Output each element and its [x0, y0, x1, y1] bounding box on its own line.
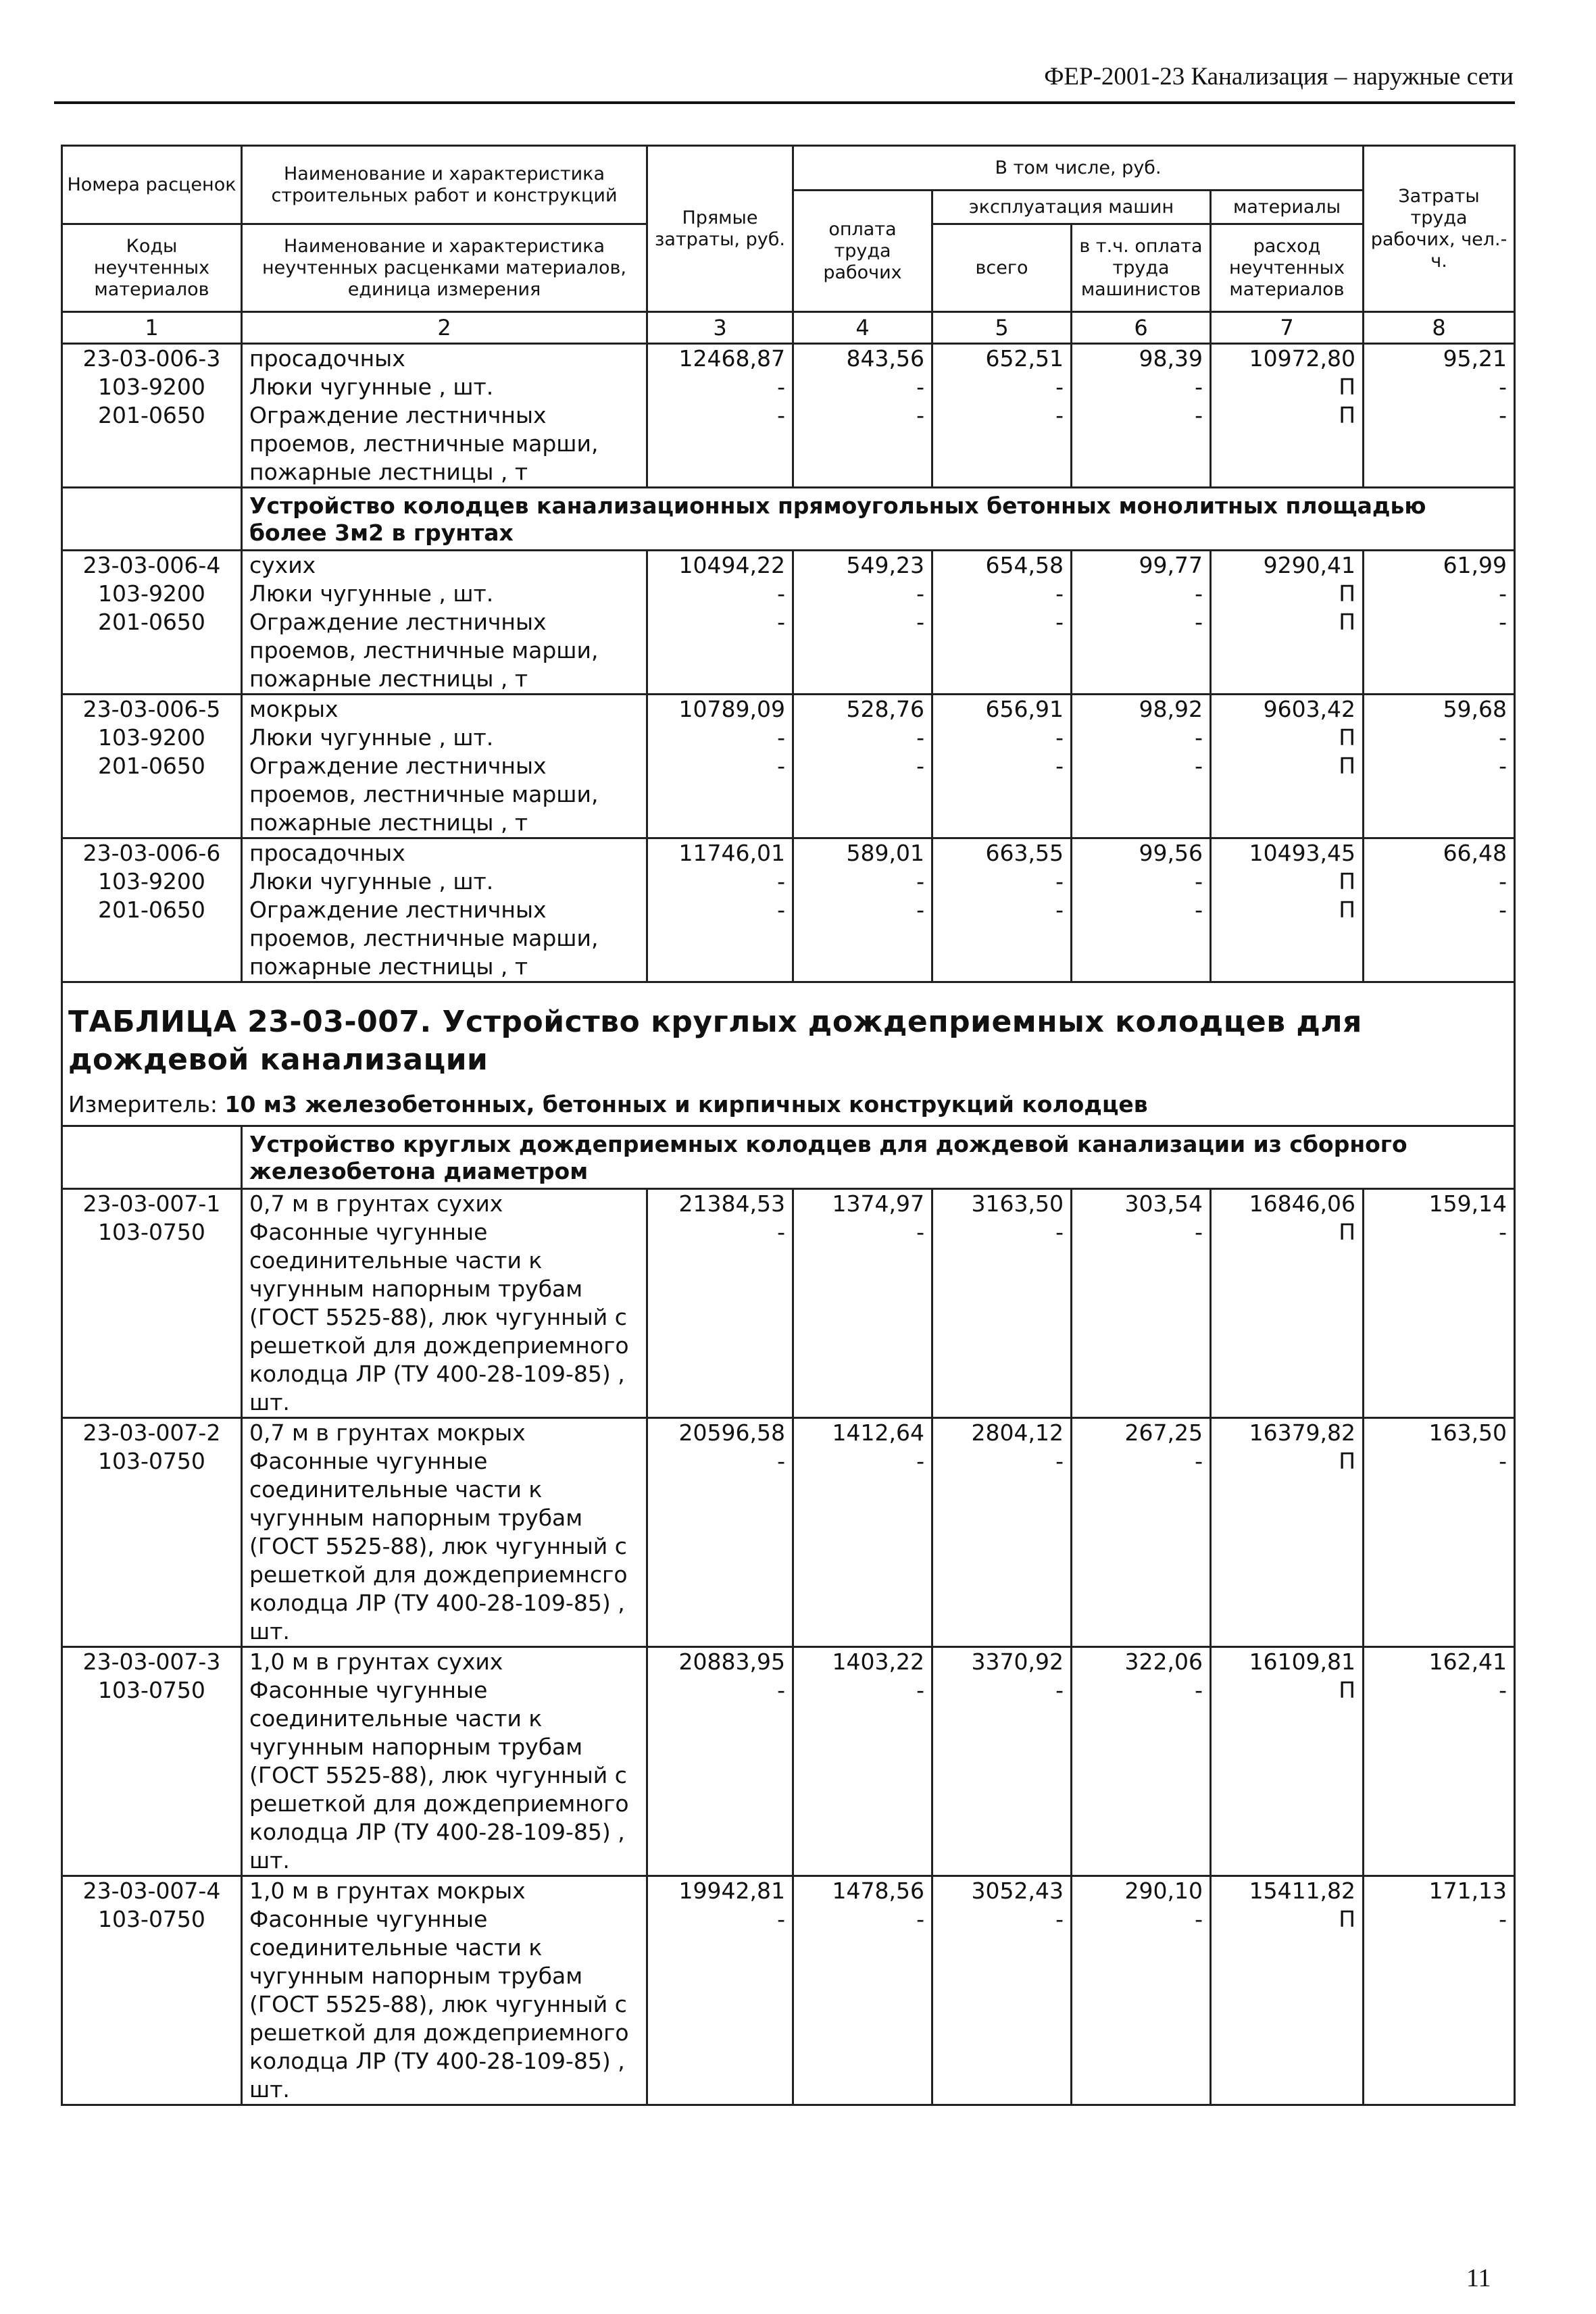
rate-name-cell: 1,0 м в грунтах мокрых: [242, 1876, 647, 1906]
material-rate-name-cell: Фасонные чугунные соединительные части к чугунным напорным трубам (ГОСТ 5525-88), люк чугунный с решеткой для дождеприемного колодца ЛР (ТУ 400-28-109-85) , шт.: [242, 1676, 647, 1876]
materials-cell: 9290,41: [1211, 551, 1364, 580]
materials-cell: 16109,81: [1211, 1647, 1364, 1677]
material-rate-name-cell: Фасонные чугунные соединительные части к чугунным напорным трубам (ГОСТ 5525-88), люк чугунный с решеткой для дождеприемнсго колодца ЛР (ТУ 400-28-109-85) , шт.: [242, 1447, 647, 1647]
worker-pay-cell: 1478,56: [793, 1876, 932, 1906]
material-rate-code-cell: 201-0650: [62, 896, 242, 982]
material-direct-costs-cell: -: [647, 896, 793, 982]
rate-name-cell: мокрых: [242, 695, 647, 724]
material-row: [62, 896, 1515, 982]
material-direct-costs-cell: -: [647, 608, 793, 695]
machines-total-cell: 656,91: [932, 695, 1072, 724]
labor-hours-cell: 163,50: [1364, 1418, 1515, 1448]
rate-name-cell: 1,0 м в грунтах сухих: [242, 1647, 647, 1677]
header-rule: [54, 101, 1515, 104]
worker-pay-cell: 549,23: [793, 551, 932, 580]
materials-cell: 10493,45: [1211, 838, 1364, 868]
material-direct-costs-cell: -: [647, 752, 793, 838]
material-rate-name-cell: Люки чугунные , шт.: [242, 373, 647, 401]
material-worker-pay-cell: -: [793, 401, 932, 488]
material-rate-name-cell: Ограждение лестничных проемов, лестничные марши, пожарные лестницы , т: [242, 896, 647, 982]
direct-costs-cell: 10494,22: [647, 551, 793, 580]
col-number-5: 5: [932, 312, 1072, 344]
rate-code-cell: 23-03-007-4: [62, 1876, 242, 1906]
material-machinist-pay-cell: -: [1072, 1218, 1211, 1418]
section-spacer: [62, 488, 242, 551]
direct-costs-cell: 12468,87: [647, 344, 793, 374]
material-row: [62, 1905, 1515, 2105]
col-number-8: 8: [1364, 312, 1515, 344]
section-spacer: [62, 1126, 242, 1189]
material-row: [62, 1676, 1515, 1876]
rate-row: [62, 344, 1515, 374]
machinist-pay-cell: 99,77: [1072, 551, 1211, 580]
materials-cell: 10972,80: [1211, 344, 1364, 374]
material-labor-hours-cell: -: [1364, 1676, 1515, 1876]
col-number-6: 6: [1072, 312, 1211, 344]
material-machines-total-cell: -: [932, 724, 1072, 752]
machines-total-cell: 652,51: [932, 344, 1072, 374]
material-rate-code-cell: 201-0650: [62, 752, 242, 838]
page-number: 11: [1466, 2264, 1491, 2292]
material-machines-total-cell: -: [932, 1676, 1072, 1876]
machinist-pay-cell: 303,54: [1072, 1189, 1211, 1219]
material-labor-hours-cell: -: [1364, 867, 1515, 896]
material-worker-pay-cell: -: [793, 724, 932, 752]
material-worker-pay-cell: -: [793, 867, 932, 896]
rate-row: [62, 1876, 1515, 1906]
machines-total-cell: 3052,43: [932, 1876, 1072, 1906]
header-including: В том числе, руб.: [793, 146, 1364, 191]
measure-line: [62, 1083, 1515, 1126]
rate-code-cell: 23-03-006-3: [62, 344, 242, 374]
material-rate-name-cell: Фасонные чугунные соединительные части к чугунным напорным трубам (ГОСТ 5525-88), люк чугунный с решеткой для дождеприемного колодца ЛР (ТУ 400-28-109-85) , шт.: [242, 1905, 647, 2105]
material-machines-total-cell: -: [932, 896, 1072, 982]
material-materials-cell: П: [1211, 608, 1364, 695]
materials-cell: 15411,82: [1211, 1876, 1364, 1906]
measure-value: 10 м3 железобетонных, бетонных и кирпичных конструкций колодцев: [224, 1091, 1148, 1117]
rate-code-cell: 23-03-007-1: [62, 1189, 242, 1219]
material-rate-name-cell: Ограждение лестничных проемов, лестничные марши, пожарные лестницы , т: [242, 608, 647, 695]
col-number-3: 3: [647, 312, 793, 344]
material-worker-pay-cell: -: [793, 580, 932, 608]
direct-costs-cell: 11746,01: [647, 838, 793, 868]
machines-total-cell: 654,58: [932, 551, 1072, 580]
rate-code-cell: 23-03-006-5: [62, 695, 242, 724]
material-machines-total-cell: -: [932, 401, 1072, 488]
header-material-name: Наименование и характеристика неучтенных расценками материалов, единица измерения: [242, 224, 647, 312]
material-labor-hours-cell: -: [1364, 724, 1515, 752]
material-materials-cell: П: [1211, 752, 1364, 838]
rate-name-cell: просадочных: [242, 344, 647, 374]
material-materials-cell: П: [1211, 580, 1364, 608]
rate-code-cell: 23-03-006-6: [62, 838, 242, 868]
material-rate-code-cell: 103-0750: [62, 1218, 242, 1418]
labor-hours-cell: 95,21: [1364, 344, 1515, 374]
rate-name-cell: 0,7 м в грунтах сухих: [242, 1189, 647, 1219]
col-number-2: 2: [242, 312, 647, 344]
header-worker-pay: оплата труда рабочих: [793, 191, 932, 312]
running-header: ФЕР-2001-23 Канализация – наружные сети: [1044, 63, 1514, 91]
table-title: ТАБЛИЦА 23-03-007. Устройство круглых дождеприемных колодцев для дождевой канализации: [62, 982, 1515, 1084]
material-machines-total-cell: -: [932, 1218, 1072, 1418]
material-row: [62, 1447, 1515, 1647]
material-rate-name-cell: Люки чугунные , шт.: [242, 724, 647, 752]
direct-costs-cell: 20883,95: [647, 1647, 793, 1677]
material-rate-code-cell: 103-0750: [62, 1905, 242, 2105]
labor-hours-cell: 159,14: [1364, 1189, 1515, 1219]
labor-hours-cell: 66,48: [1364, 838, 1515, 868]
header-machines: эксплуатация машин: [932, 191, 1211, 224]
material-row: [62, 373, 1515, 401]
material-direct-costs-cell: -: [647, 401, 793, 488]
machines-total-cell: 663,55: [932, 838, 1072, 868]
machinist-pay-cell: 99,56: [1072, 838, 1211, 868]
material-labor-hours-cell: -: [1364, 580, 1515, 608]
material-machinist-pay-cell: -: [1072, 401, 1211, 488]
material-row: [62, 724, 1515, 752]
material-worker-pay-cell: -: [793, 896, 932, 982]
materials-cell: 16846,06: [1211, 1189, 1364, 1219]
rate-row: [62, 695, 1515, 724]
material-rate-code-cell: 103-9200: [62, 724, 242, 752]
material-rate-name-cell: Фасонные чугунные соединительные части к чугунным напорным трубам (ГОСТ 5525-88), люк чугунный с решеткой для дождеприемного колодца ЛР (ТУ 400-28-109-85) , шт.: [242, 1218, 647, 1418]
labor-hours-cell: 162,41: [1364, 1647, 1515, 1677]
material-materials-cell: П: [1211, 1447, 1364, 1647]
material-machines-total-cell: -: [932, 1447, 1072, 1647]
header-material-codes: Коды неучтенных материалов: [62, 224, 242, 312]
material-rate-code-cell: 103-9200: [62, 867, 242, 896]
section-heading: Устройство колодцев канализационных прямоугольных бетонных монолитных площадью более 3м2 в грунтах: [242, 488, 1515, 551]
rate-code-cell: 23-03-007-2: [62, 1418, 242, 1448]
machinist-pay-cell: 98,39: [1072, 344, 1211, 374]
machinist-pay-cell: 322,06: [1072, 1647, 1211, 1677]
material-row: [62, 580, 1515, 608]
material-machinist-pay-cell: -: [1072, 608, 1211, 695]
material-machines-total-cell: -: [932, 580, 1072, 608]
material-materials-cell: П: [1211, 1676, 1364, 1876]
material-machinist-pay-cell: -: [1072, 896, 1211, 982]
direct-costs-cell: 19942,81: [647, 1876, 793, 1906]
material-materials-cell: П: [1211, 867, 1364, 896]
material-machines-total-cell: -: [932, 1905, 1072, 2105]
rate-code-cell: 23-03-007-3: [62, 1647, 242, 1677]
material-machines-total-cell: -: [932, 752, 1072, 838]
rate-row: [62, 838, 1515, 868]
material-direct-costs-cell: -: [647, 1905, 793, 2105]
machinist-pay-cell: 267,25: [1072, 1418, 1211, 1448]
material-worker-pay-cell: -: [793, 1218, 932, 1418]
material-machinist-pay-cell: -: [1072, 580, 1211, 608]
col-number-7: 7: [1211, 312, 1364, 344]
header-materials: материалы: [1211, 191, 1364, 224]
rate-row: [62, 1189, 1515, 1219]
material-machinist-pay-cell: -: [1072, 1905, 1211, 2105]
worker-pay-cell: 843,56: [793, 344, 932, 374]
header-machinist-pay: в т.ч. оплата труда машинистов: [1072, 224, 1211, 312]
material-worker-pay-cell: -: [793, 608, 932, 695]
material-row: [62, 1218, 1515, 1418]
material-machinist-pay-cell: -: [1072, 373, 1211, 401]
rate-name-cell: просадочных: [242, 838, 647, 868]
machines-total-cell: 3163,50: [932, 1189, 1072, 1219]
material-row: [62, 401, 1515, 488]
material-worker-pay-cell: -: [793, 752, 932, 838]
header-direct-costs: Прямые затраты, руб.: [647, 146, 793, 312]
material-machines-total-cell: -: [932, 867, 1072, 896]
material-materials-cell: П: [1211, 724, 1364, 752]
material-row: [62, 867, 1515, 896]
material-direct-costs-cell: -: [647, 724, 793, 752]
material-machinist-pay-cell: -: [1072, 1447, 1211, 1647]
material-materials-cell: П: [1211, 1218, 1364, 1418]
direct-costs-cell: 10789,09: [647, 695, 793, 724]
machinist-pay-cell: 290,10: [1072, 1876, 1211, 1906]
material-rate-code-cell: 103-9200: [62, 580, 242, 608]
material-rate-name-cell: Ограждение лестничных проемов, лестничные марши, пожарные лестницы , т: [242, 401, 647, 488]
materials-cell: 16379,82: [1211, 1418, 1364, 1448]
material-rate-code-cell: 103-0750: [62, 1676, 242, 1876]
rate-code-cell: 23-03-006-4: [62, 551, 242, 580]
worker-pay-cell: 1403,22: [793, 1647, 932, 1677]
section-heading: Устройство круглых дождеприемных колодцев для дождевой канализации из сборного железобетона диаметром: [242, 1126, 1515, 1189]
material-labor-hours-cell: -: [1364, 896, 1515, 982]
material-direct-costs-cell: -: [647, 1676, 793, 1876]
material-labor-hours-cell: -: [1364, 1447, 1515, 1647]
labor-hours-cell: 171,13: [1364, 1876, 1515, 1906]
material-rate-code-cell: 103-9200: [62, 373, 242, 401]
material-worker-pay-cell: -: [793, 1447, 932, 1647]
material-worker-pay-cell: -: [793, 373, 932, 401]
material-direct-costs-cell: -: [647, 580, 793, 608]
direct-costs-cell: 21384,53: [647, 1189, 793, 1219]
material-materials-cell: П: [1211, 401, 1364, 488]
rate-row: [62, 551, 1515, 580]
material-rate-code-cell: 103-0750: [62, 1447, 242, 1647]
material-labor-hours-cell: -: [1364, 1218, 1515, 1418]
material-machinist-pay-cell: -: [1072, 752, 1211, 838]
measure-label: Измеритель:: [68, 1091, 225, 1117]
material-labor-hours-cell: -: [1364, 373, 1515, 401]
machinist-pay-cell: 98,92: [1072, 695, 1211, 724]
material-direct-costs-cell: -: [647, 373, 793, 401]
machines-total-cell: 3370,92: [932, 1647, 1072, 1677]
material-rate-name-cell: Люки чугунные , шт.: [242, 580, 647, 608]
material-machinist-pay-cell: -: [1072, 1676, 1211, 1876]
worker-pay-cell: 1374,97: [793, 1189, 932, 1219]
rates-table: [61, 145, 1516, 2106]
worker-pay-cell: 1412,64: [793, 1418, 932, 1448]
header-rate-numbers: Номера расценок: [62, 146, 242, 224]
material-row: [62, 608, 1515, 695]
material-rate-code-cell: 201-0650: [62, 608, 242, 695]
material-rate-name-cell: Люки чугунные , шт.: [242, 867, 647, 896]
material-labor-hours-cell: -: [1364, 1905, 1515, 2105]
material-machinist-pay-cell: -: [1072, 724, 1211, 752]
header-machines-total: всего: [932, 224, 1072, 312]
material-labor-hours-cell: -: [1364, 608, 1515, 695]
labor-hours-cell: 61,99: [1364, 551, 1515, 580]
rate-row: [62, 1418, 1515, 1448]
material-rate-name-cell: Ограждение лестничных проемов, лестничные марши, пожарные лестницы , т: [242, 752, 647, 838]
col-number-4: 4: [793, 312, 932, 344]
rate-name-cell: 0,7 м в грунтах мокрых: [242, 1418, 647, 1448]
materials-cell: 9603,42: [1211, 695, 1364, 724]
col-number-1: 1: [62, 312, 242, 344]
labor-hours-cell: 59,68: [1364, 695, 1515, 724]
worker-pay-cell: 528,76: [793, 695, 932, 724]
material-materials-cell: П: [1211, 1905, 1364, 2105]
material-machines-total-cell: -: [932, 373, 1072, 401]
header-labor-hours: Затраты труда рабочих, чел.-ч.: [1364, 146, 1515, 312]
rate-name-cell: сухих: [242, 551, 647, 580]
material-labor-hours-cell: -: [1364, 401, 1515, 488]
material-worker-pay-cell: -: [793, 1676, 932, 1876]
material-direct-costs-cell: -: [647, 1218, 793, 1418]
worker-pay-cell: 589,01: [793, 838, 932, 868]
material-direct-costs-cell: -: [647, 1447, 793, 1647]
material-worker-pay-cell: -: [793, 1905, 932, 2105]
machines-total-cell: 2804,12: [932, 1418, 1072, 1448]
rate-row: [62, 1647, 1515, 1677]
material-rate-code-cell: 201-0650: [62, 401, 242, 488]
material-materials-cell: П: [1211, 896, 1364, 982]
material-machines-total-cell: -: [932, 608, 1072, 695]
material-direct-costs-cell: -: [647, 867, 793, 896]
direct-costs-cell: 20596,58: [647, 1418, 793, 1448]
header-material-consumption: расход неучтенных материалов: [1211, 224, 1364, 312]
material-materials-cell: П: [1211, 373, 1364, 401]
material-machinist-pay-cell: -: [1072, 867, 1211, 896]
material-row: [62, 752, 1515, 838]
material-labor-hours-cell: -: [1364, 752, 1515, 838]
header-work-name: Наименование и характеристика строительных работ и конструкций: [242, 146, 647, 224]
